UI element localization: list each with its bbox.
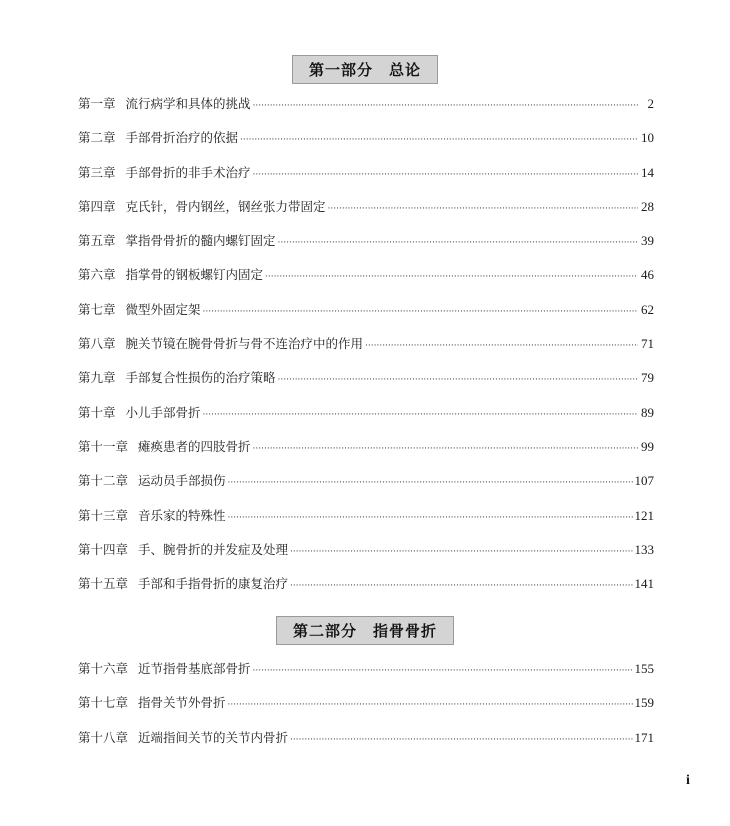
- dot-leader: [278, 233, 638, 251]
- chapter-title: 手部和手指骨折的康复治疗: [138, 576, 289, 592]
- chapter-title: 小儿手部骨折: [125, 404, 201, 420]
- toc-entry[interactable]: [78, 661, 654, 695]
- dot-leader: [253, 96, 638, 114]
- chapter-number: 第三章: [78, 164, 116, 180]
- toc-entry[interactable]: [78, 405, 654, 439]
- chapter-number: 第一章: [78, 96, 116, 111]
- chapter-page: 141: [634, 576, 654, 592]
- chapter-page: 62: [641, 301, 654, 317]
- chapter-page: 2: [647, 96, 654, 111]
- chapter-number: 第四章: [78, 198, 116, 214]
- chapter-title: 掌指骨骨折的髓内螺钉固定: [125, 233, 276, 249]
- chapter-page: 99: [641, 438, 654, 454]
- toc-entry[interactable]: [78, 370, 654, 404]
- chapter-title: 手部复合性损伤的治疗策略: [125, 370, 276, 386]
- chapter-number: 第五章: [78, 233, 116, 249]
- chapter-number: 第十五章: [78, 576, 129, 592]
- chapter-title: 指掌骨的钢板螺钉内固定: [125, 267, 264, 283]
- toc-entry[interactable]: [78, 302, 654, 336]
- chapter-number: 第六章: [78, 267, 116, 283]
- chapter-number: 第十三章: [78, 507, 129, 523]
- part-2-chapter-list: [78, 661, 654, 764]
- toc-entry[interactable]: [78, 336, 654, 370]
- toc-entry[interactable]: [78, 439, 654, 473]
- chapter-page: 133: [634, 541, 654, 557]
- chapter-title: 手部骨折治疗的依据: [125, 130, 239, 146]
- dot-leader: [253, 439, 638, 457]
- chapter-page: 14: [641, 164, 654, 180]
- chapter-page: 159: [634, 695, 654, 711]
- chapter-page: 121: [634, 507, 654, 523]
- chapter-number: 第二章: [78, 130, 116, 146]
- chapter-page: 79: [641, 370, 654, 386]
- chapter-number: 第十二章: [78, 473, 129, 489]
- part-1-chapter-list: [78, 96, 654, 610]
- chapter-page: 46: [641, 267, 654, 283]
- dot-leader: [240, 130, 638, 148]
- chapter-number: 第十七章: [78, 695, 129, 711]
- toc-entry[interactable]: [78, 508, 654, 542]
- chapter-title: 近节指骨基底部骨折: [138, 661, 251, 676]
- part-1-title: 第一部分 总论: [292, 55, 438, 84]
- chapter-number: 第十八章: [78, 729, 129, 745]
- dot-leader: [328, 199, 638, 217]
- chapter-page: 155: [634, 661, 654, 676]
- chapter-title: 近端指间关节的关节内骨折: [138, 729, 289, 745]
- chapter-number: 第十一章: [78, 438, 129, 454]
- toc-entry[interactable]: [78, 542, 654, 576]
- part-2-title: 第二部分 指骨骨折: [276, 616, 454, 645]
- chapter-title: 指骨关节外骨折: [138, 695, 226, 711]
- toc-entry[interactable]: [78, 233, 654, 267]
- chapter-title: 克氏针，骨内钢丝，钢丝张力带固定: [125, 198, 326, 214]
- chapter-page: 89: [641, 404, 654, 420]
- toc-entry[interactable]: [78, 695, 654, 729]
- chapter-title: 手、腕骨折的并发症及处理: [138, 541, 289, 557]
- chapter-title: 手部骨折的非手术治疗: [125, 164, 251, 180]
- chapter-page: 39: [641, 233, 654, 249]
- chapter-number: 第十四章: [78, 541, 129, 557]
- toc-entry[interactable]: [78, 130, 654, 164]
- toc-entry[interactable]: [78, 730, 654, 764]
- dot-leader: [265, 267, 638, 285]
- dot-leader: [365, 336, 638, 354]
- dot-leader: [203, 302, 638, 320]
- chapter-page: 107: [634, 473, 654, 489]
- dot-leader: [228, 473, 633, 491]
- chapter-number: 第九章: [78, 370, 116, 386]
- chapter-title: 流行病学和具体的挑战: [125, 96, 251, 111]
- dot-leader: [290, 576, 632, 594]
- chapter-title: 瘫痪患者的四肢骨折: [138, 438, 251, 454]
- chapter-title: 腕关节镜在腕骨骨折与骨不连治疗中的作用: [125, 336, 364, 352]
- chapter-page: 171: [634, 729, 654, 745]
- toc-entry[interactable]: [78, 96, 654, 130]
- chapter-number: 第七章: [78, 301, 116, 317]
- dot-leader: [253, 165, 638, 183]
- toc-entry[interactable]: [78, 199, 654, 233]
- toc-entry[interactable]: [78, 473, 654, 507]
- chapter-title: 音乐家的特殊性: [138, 507, 226, 523]
- chapter-page: 71: [641, 336, 654, 352]
- dot-leader: [228, 695, 633, 713]
- toc-entry[interactable]: [78, 165, 654, 199]
- dot-leader: [290, 542, 632, 560]
- chapter-number: 第十六章: [78, 661, 129, 676]
- page-folio: i: [686, 773, 690, 788]
- chapter-title: 运动员手部损伤: [138, 473, 226, 489]
- chapter-page: 10: [641, 130, 654, 146]
- toc-entry[interactable]: [78, 576, 654, 610]
- chapter-number: 第八章: [78, 336, 116, 352]
- dot-leader: [278, 370, 638, 388]
- part-2-header: [0, 616, 730, 645]
- dot-leader: [290, 730, 632, 748]
- dot-leader: [228, 508, 633, 526]
- chapter-page: 28: [641, 198, 654, 214]
- toc-entry[interactable]: [78, 267, 654, 301]
- chapter-number: 第十章: [78, 404, 116, 420]
- part-1-header: [0, 55, 730, 84]
- dot-leader: [253, 661, 633, 679]
- chapter-title: 微型外固定架: [125, 301, 201, 317]
- dot-leader: [203, 405, 638, 423]
